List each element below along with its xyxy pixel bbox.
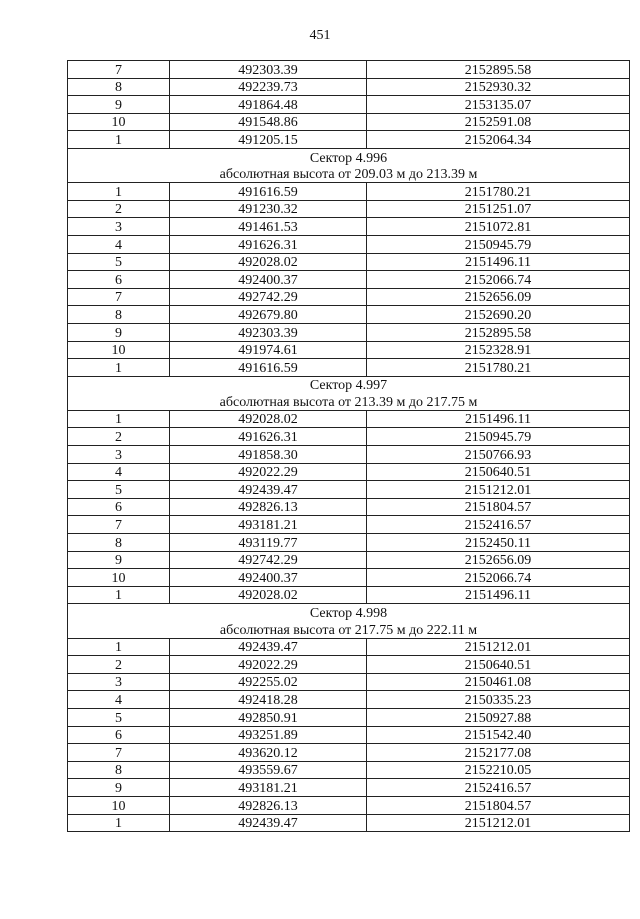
y-coordinate-cell: 2150461.08 xyxy=(367,673,630,691)
sector-title: Сектор 4.996 xyxy=(68,148,630,165)
point-number-cell: 7 xyxy=(68,61,170,79)
coordinate-row xyxy=(68,569,630,587)
y-coordinate-cell: 2152450.11 xyxy=(367,534,630,552)
coordinate-row xyxy=(68,235,630,253)
x-coordinate-cell: 491461.53 xyxy=(170,218,367,236)
y-coordinate-cell: 2152690.20 xyxy=(367,306,630,324)
y-coordinate-cell: 2152177.08 xyxy=(367,744,630,762)
y-coordinate-cell: 2152895.58 xyxy=(367,323,630,341)
coordinate-row xyxy=(68,131,630,149)
point-number-cell: 6 xyxy=(68,498,170,516)
point-number-cell: 1 xyxy=(68,183,170,201)
x-coordinate-cell: 492400.37 xyxy=(170,271,367,289)
x-coordinate-cell: 492742.29 xyxy=(170,288,367,306)
coordinate-row xyxy=(68,341,630,359)
coordinate-row xyxy=(68,638,630,656)
coordinate-row xyxy=(68,744,630,762)
x-coordinate-cell: 492826.13 xyxy=(170,796,367,814)
point-number-cell: 8 xyxy=(68,761,170,779)
point-number-cell: 10 xyxy=(68,796,170,814)
sector-subtitle-row xyxy=(68,621,630,638)
sector-altitude-range: абсолютная высота от 209.03 м до 213.39 м xyxy=(68,166,630,183)
x-coordinate-cell: 493119.77 xyxy=(170,534,367,552)
page-number: 451 xyxy=(309,28,331,43)
coordinate-row xyxy=(68,113,630,131)
coordinate-row xyxy=(68,306,630,324)
y-coordinate-cell: 2152416.57 xyxy=(367,516,630,534)
x-coordinate-cell: 491974.61 xyxy=(170,341,367,359)
point-number-cell: 9 xyxy=(68,551,170,569)
point-number-cell: 2 xyxy=(68,200,170,218)
x-coordinate-cell: 492239.73 xyxy=(170,78,367,96)
y-coordinate-cell: 2151780.21 xyxy=(367,183,630,201)
point-number-cell: 1 xyxy=(68,814,170,832)
point-number-cell: 10 xyxy=(68,341,170,359)
coordinate-row xyxy=(68,323,630,341)
point-number-cell: 1 xyxy=(68,586,170,604)
coordinate-row xyxy=(68,78,630,96)
coordinate-row xyxy=(68,271,630,289)
y-coordinate-cell: 2152066.74 xyxy=(367,271,630,289)
coordinate-row xyxy=(68,551,630,569)
x-coordinate-cell: 493181.21 xyxy=(170,516,367,534)
x-coordinate-cell: 492255.02 xyxy=(170,673,367,691)
sector-altitude-range: абсолютная высота от 213.39 м до 217.75 м xyxy=(68,393,630,410)
x-coordinate-cell: 492028.02 xyxy=(170,586,367,604)
coordinate-row xyxy=(68,761,630,779)
coordinates-table xyxy=(67,60,630,832)
x-coordinate-cell: 493559.67 xyxy=(170,761,367,779)
point-number-cell: 6 xyxy=(68,271,170,289)
point-number-cell: 3 xyxy=(68,218,170,236)
sector-subtitle-row xyxy=(68,393,630,410)
point-number-cell: 8 xyxy=(68,78,170,96)
x-coordinate-cell: 493181.21 xyxy=(170,779,367,797)
point-number-cell: 3 xyxy=(68,673,170,691)
coordinate-row xyxy=(68,446,630,464)
y-coordinate-cell: 2150640.51 xyxy=(367,463,630,481)
point-number-cell: 9 xyxy=(68,323,170,341)
sector-subtitle-row xyxy=(68,166,630,183)
x-coordinate-cell: 492439.47 xyxy=(170,814,367,832)
coordinate-row xyxy=(68,779,630,797)
coordinate-row xyxy=(68,481,630,499)
point-number-cell: 3 xyxy=(68,446,170,464)
y-coordinate-cell: 2152656.09 xyxy=(367,288,630,306)
coordinate-row xyxy=(68,691,630,709)
sector-title-row xyxy=(68,376,630,393)
coordinate-row xyxy=(68,96,630,114)
point-number-cell: 5 xyxy=(68,708,170,726)
y-coordinate-cell: 2152930.32 xyxy=(367,78,630,96)
point-number-cell: 10 xyxy=(68,113,170,131)
coordinate-row xyxy=(68,534,630,552)
y-coordinate-cell: 2152416.57 xyxy=(367,779,630,797)
y-coordinate-cell: 2151496.11 xyxy=(367,586,630,604)
y-coordinate-cell: 2151212.01 xyxy=(367,638,630,656)
coordinate-row xyxy=(68,463,630,481)
point-number-cell: 4 xyxy=(68,235,170,253)
y-coordinate-cell: 2152328.91 xyxy=(367,341,630,359)
coordinate-row xyxy=(68,673,630,691)
x-coordinate-cell: 492742.29 xyxy=(170,551,367,569)
y-coordinate-cell: 2151804.57 xyxy=(367,796,630,814)
coordinate-row xyxy=(68,708,630,726)
point-number-cell: 9 xyxy=(68,96,170,114)
y-coordinate-cell: 2151072.81 xyxy=(367,218,630,236)
y-coordinate-cell: 2152656.09 xyxy=(367,551,630,569)
sector-title-row xyxy=(68,604,630,621)
y-coordinate-cell: 2150766.93 xyxy=(367,446,630,464)
coordinate-row xyxy=(68,586,630,604)
point-number-cell: 6 xyxy=(68,726,170,744)
y-coordinate-cell: 2150640.51 xyxy=(367,656,630,674)
y-coordinate-cell: 2150945.79 xyxy=(367,428,630,446)
coordinate-row xyxy=(68,218,630,236)
point-number-cell: 4 xyxy=(68,463,170,481)
y-coordinate-cell: 2151212.01 xyxy=(367,481,630,499)
y-coordinate-cell: 2152066.74 xyxy=(367,569,630,587)
coordinate-row xyxy=(68,410,630,428)
coordinate-row xyxy=(68,428,630,446)
x-coordinate-cell: 492418.28 xyxy=(170,691,367,709)
coordinate-row xyxy=(68,253,630,271)
y-coordinate-cell: 2152064.34 xyxy=(367,131,630,149)
point-number-cell: 1 xyxy=(68,638,170,656)
x-coordinate-cell: 492850.91 xyxy=(170,708,367,726)
x-coordinate-cell: 492439.47 xyxy=(170,638,367,656)
coordinate-row xyxy=(68,498,630,516)
x-coordinate-cell: 493620.12 xyxy=(170,744,367,762)
point-number-cell: 1 xyxy=(68,359,170,377)
point-number-cell: 8 xyxy=(68,534,170,552)
coordinates-table-body xyxy=(68,61,630,832)
x-coordinate-cell: 491616.59 xyxy=(170,359,367,377)
x-coordinate-cell: 492022.29 xyxy=(170,463,367,481)
y-coordinate-cell: 2150945.79 xyxy=(367,235,630,253)
y-coordinate-cell: 2151212.01 xyxy=(367,814,630,832)
point-number-cell: 5 xyxy=(68,481,170,499)
x-coordinate-cell: 492400.37 xyxy=(170,569,367,587)
y-coordinate-cell: 2151780.21 xyxy=(367,359,630,377)
point-number-cell: 2 xyxy=(68,428,170,446)
x-coordinate-cell: 491626.31 xyxy=(170,428,367,446)
point-number-cell: 1 xyxy=(68,410,170,428)
y-coordinate-cell: 2151804.57 xyxy=(367,498,630,516)
x-coordinate-cell: 493251.89 xyxy=(170,726,367,744)
point-number-cell: 1 xyxy=(68,131,170,149)
x-coordinate-cell: 492826.13 xyxy=(170,498,367,516)
coordinate-row xyxy=(68,796,630,814)
x-coordinate-cell: 491626.31 xyxy=(170,235,367,253)
point-number-cell: 7 xyxy=(68,516,170,534)
x-coordinate-cell: 492303.39 xyxy=(170,61,367,79)
coordinate-row xyxy=(68,656,630,674)
y-coordinate-cell: 2151496.11 xyxy=(367,253,630,271)
x-coordinate-cell: 491616.59 xyxy=(170,183,367,201)
sector-title: Сектор 4.997 xyxy=(68,376,630,393)
y-coordinate-cell: 2152210.05 xyxy=(367,761,630,779)
coordinate-row xyxy=(68,200,630,218)
point-number-cell: 4 xyxy=(68,691,170,709)
point-number-cell: 5 xyxy=(68,253,170,271)
x-coordinate-cell: 491230.32 xyxy=(170,200,367,218)
sector-title-row xyxy=(68,148,630,165)
y-coordinate-cell: 2151496.11 xyxy=(367,410,630,428)
x-coordinate-cell: 491205.15 xyxy=(170,131,367,149)
x-coordinate-cell: 491858.30 xyxy=(170,446,367,464)
point-number-cell: 2 xyxy=(68,656,170,674)
y-coordinate-cell: 2151542.40 xyxy=(367,726,630,744)
point-number-cell: 10 xyxy=(68,569,170,587)
y-coordinate-cell: 2151251.07 xyxy=(367,200,630,218)
y-coordinate-cell: 2150927.88 xyxy=(367,708,630,726)
point-number-cell: 7 xyxy=(68,744,170,762)
coordinate-row xyxy=(68,61,630,79)
sector-altitude-range: абсолютная высота от 217.75 м до 222.11 м xyxy=(68,621,630,638)
coordinate-row xyxy=(68,726,630,744)
x-coordinate-cell: 492303.39 xyxy=(170,323,367,341)
x-coordinate-cell: 492028.02 xyxy=(170,253,367,271)
coordinate-row xyxy=(68,183,630,201)
x-coordinate-cell: 491864.48 xyxy=(170,96,367,114)
y-coordinate-cell: 2152895.58 xyxy=(367,61,630,79)
x-coordinate-cell: 492679.80 xyxy=(170,306,367,324)
coordinate-row xyxy=(68,288,630,306)
x-coordinate-cell: 492028.02 xyxy=(170,410,367,428)
coordinate-row xyxy=(68,516,630,534)
sector-title: Сектор 4.998 xyxy=(68,604,630,621)
y-coordinate-cell: 2153135.07 xyxy=(367,96,630,114)
coordinate-row xyxy=(68,359,630,377)
coordinate-row xyxy=(68,814,630,832)
x-coordinate-cell: 491548.86 xyxy=(170,113,367,131)
x-coordinate-cell: 492439.47 xyxy=(170,481,367,499)
y-coordinate-cell: 2152591.08 xyxy=(367,113,630,131)
x-coordinate-cell: 492022.29 xyxy=(170,656,367,674)
point-number-cell: 9 xyxy=(68,779,170,797)
point-number-cell: 7 xyxy=(68,288,170,306)
point-number-cell: 8 xyxy=(68,306,170,324)
y-coordinate-cell: 2150335.23 xyxy=(367,691,630,709)
